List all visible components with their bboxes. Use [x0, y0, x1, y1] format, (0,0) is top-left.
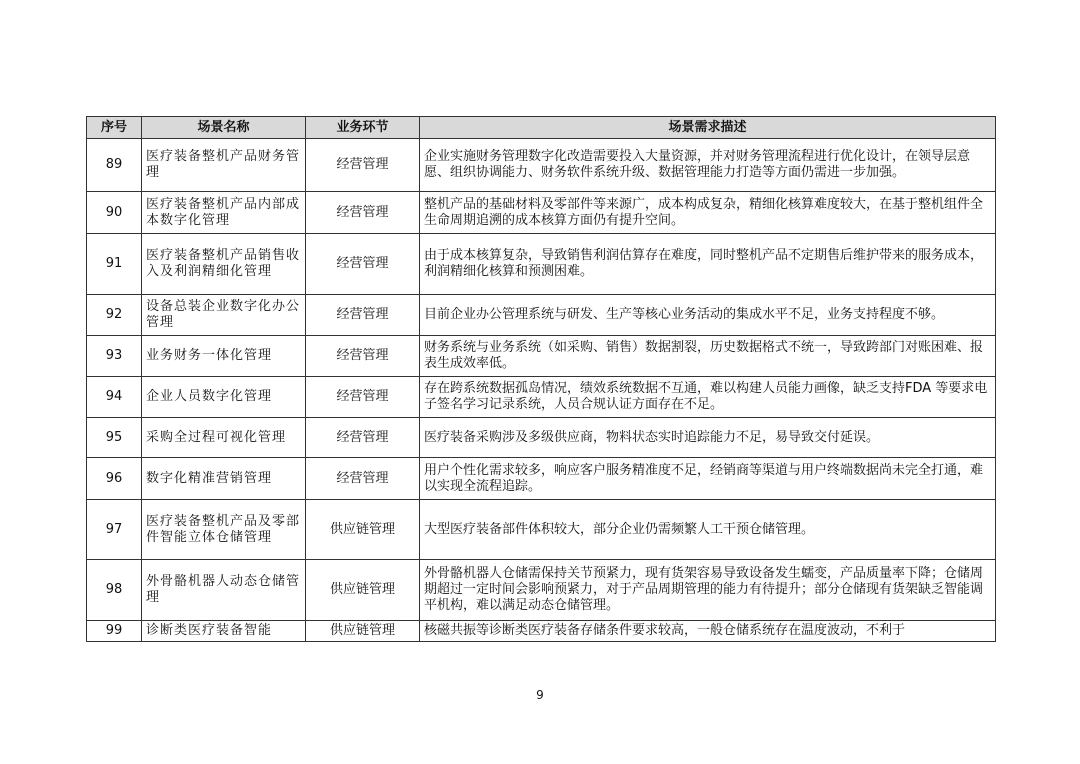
row-scene-name: 医疗装备整机产品及零部件智能立体仓储管理 — [142, 500, 306, 560]
row-business-stage: 经营管理 — [306, 377, 420, 418]
row-no: 99 — [87, 621, 142, 642]
table-row — [87, 621, 996, 642]
header-requirement-desc: 场景需求描述 — [420, 117, 996, 139]
row-no: 89 — [87, 139, 142, 192]
page-number: 9 — [536, 688, 544, 702]
row-scene-name: 设备总装企业数字化办公管理 — [142, 295, 306, 336]
row-requirement-desc: 用户个性化需求较多，响应客户服务精准度不足，经销商等渠道与用户终端数据尚未完全打通，难以实现全流程追踪。 — [420, 458, 996, 500]
row-scene-name: 企业人员数字化管理 — [142, 377, 306, 418]
table-row — [87, 234, 996, 295]
row-business-stage: 供应链管理 — [306, 500, 420, 560]
row-no: 98 — [87, 560, 142, 621]
table-row — [87, 192, 996, 234]
row-scene-name: 数字化精准营销管理 — [142, 458, 306, 500]
table-row — [87, 418, 996, 458]
table-row — [87, 458, 996, 500]
row-requirement-desc: 医疗装备采购涉及多级供应商，物料状态实时追踪能力不足，易导致交付延误。 — [420, 418, 996, 458]
row-business-stage: 供应链管理 — [306, 560, 420, 621]
row-scene-name: 医疗装备整机产品财务管理 — [142, 139, 306, 192]
table-header-row — [87, 117, 996, 139]
row-business-stage: 供应链管理 — [306, 621, 420, 642]
row-scene-name: 采购全过程可视化管理 — [142, 418, 306, 458]
row-requirement-desc: 财务系统与业务系统（如采购、销售）数据割裂，历史数据格式不统一，导致跨部门对账困难、报表生成效率低。 — [420, 336, 996, 377]
row-requirement-desc: 整机产品的基础材料及零部件等来源广，成本构成复杂，精细化核算难度较大，在基于整机组件全生命周期追溯的成本核算方面仍有提升空间。 — [420, 192, 996, 234]
header-no: 序号 — [87, 117, 142, 139]
row-requirement-desc: 核磁共振等诊断类医疗装备存储条件要求较高，一般仓储系统存在温度波动，不利于 — [420, 621, 996, 642]
row-scene-name: 业务财务一体化管理 — [142, 336, 306, 377]
row-scene-name: 外骨骼机器人动态仓储管理 — [142, 560, 306, 621]
row-requirement-desc: 外骨骼机器人仓储需保持关节预紧力，现有货架容易导致设备发生蠕变，产品质量率下降；仓储周期超过一定时间会影响预紧力，对于产品周期管理的能力有待提升；部分仓储现有货架缺乏智能调平机构，难以满足动态仓储管理。 — [420, 560, 996, 621]
row-scene-name: 医疗装备整机产品销售收入及利润精细化管理 — [142, 234, 306, 295]
row-business-stage: 经营管理 — [306, 418, 420, 458]
row-no: 92 — [87, 295, 142, 336]
table-row — [87, 295, 996, 336]
header-scene-name: 场景名称 — [142, 117, 306, 139]
row-no: 95 — [87, 418, 142, 458]
row-no: 93 — [87, 336, 142, 377]
row-business-stage: 经营管理 — [306, 139, 420, 192]
row-business-stage: 经营管理 — [306, 295, 420, 336]
row-requirement-desc: 大型医疗装备部件体积较大，部分企业仍需频繁人工干预仓储管理。 — [420, 500, 996, 560]
row-requirement-desc: 由于成本核算复杂，导致销售利润估算存在难度，同时整机产品不定期售后维护带来的服务成本，利润精细化核算和预测困难。 — [420, 234, 996, 295]
table-row — [87, 560, 996, 621]
table-row — [87, 139, 996, 192]
row-no: 90 — [87, 192, 142, 234]
row-business-stage: 经营管理 — [306, 458, 420, 500]
row-requirement-desc: 存在跨系统数据孤岛情况，绩效系统数据不互通，难以构建人员能力画像，缺乏支持FDA 等要求电子签名学习记录系统，人员合规认证方面存在不足。 — [420, 377, 996, 418]
header-business-stage: 业务环节 — [306, 117, 420, 139]
row-requirement-desc: 目前企业办公管理系统与研发、生产等核心业务活动的集成水平不足，业务支持程度不够。 — [420, 295, 996, 336]
row-scene-name: 医疗装备整机产品内部成本数字化管理 — [142, 192, 306, 234]
table-row — [87, 500, 996, 560]
row-no: 94 — [87, 377, 142, 418]
table-row — [87, 336, 996, 377]
row-no: 91 — [87, 234, 142, 295]
row-no: 97 — [87, 500, 142, 560]
row-business-stage: 经营管理 — [306, 192, 420, 234]
row-requirement-desc: 企业实施财务管理数字化改造需要投入大量资源，并对财务管理流程进行优化设计，在领导层意愿、组织协调能力、财务软件系统升级、数据管理能力打造等方面仍需进一步加强。 — [420, 139, 996, 192]
row-no: 96 — [87, 458, 142, 500]
scenario-table — [86, 116, 996, 642]
row-business-stage: 经营管理 — [306, 234, 420, 295]
row-business-stage: 经营管理 — [306, 336, 420, 377]
row-scene-name: 诊断类医疗装备智能 — [142, 621, 306, 642]
table-row — [87, 377, 996, 418]
